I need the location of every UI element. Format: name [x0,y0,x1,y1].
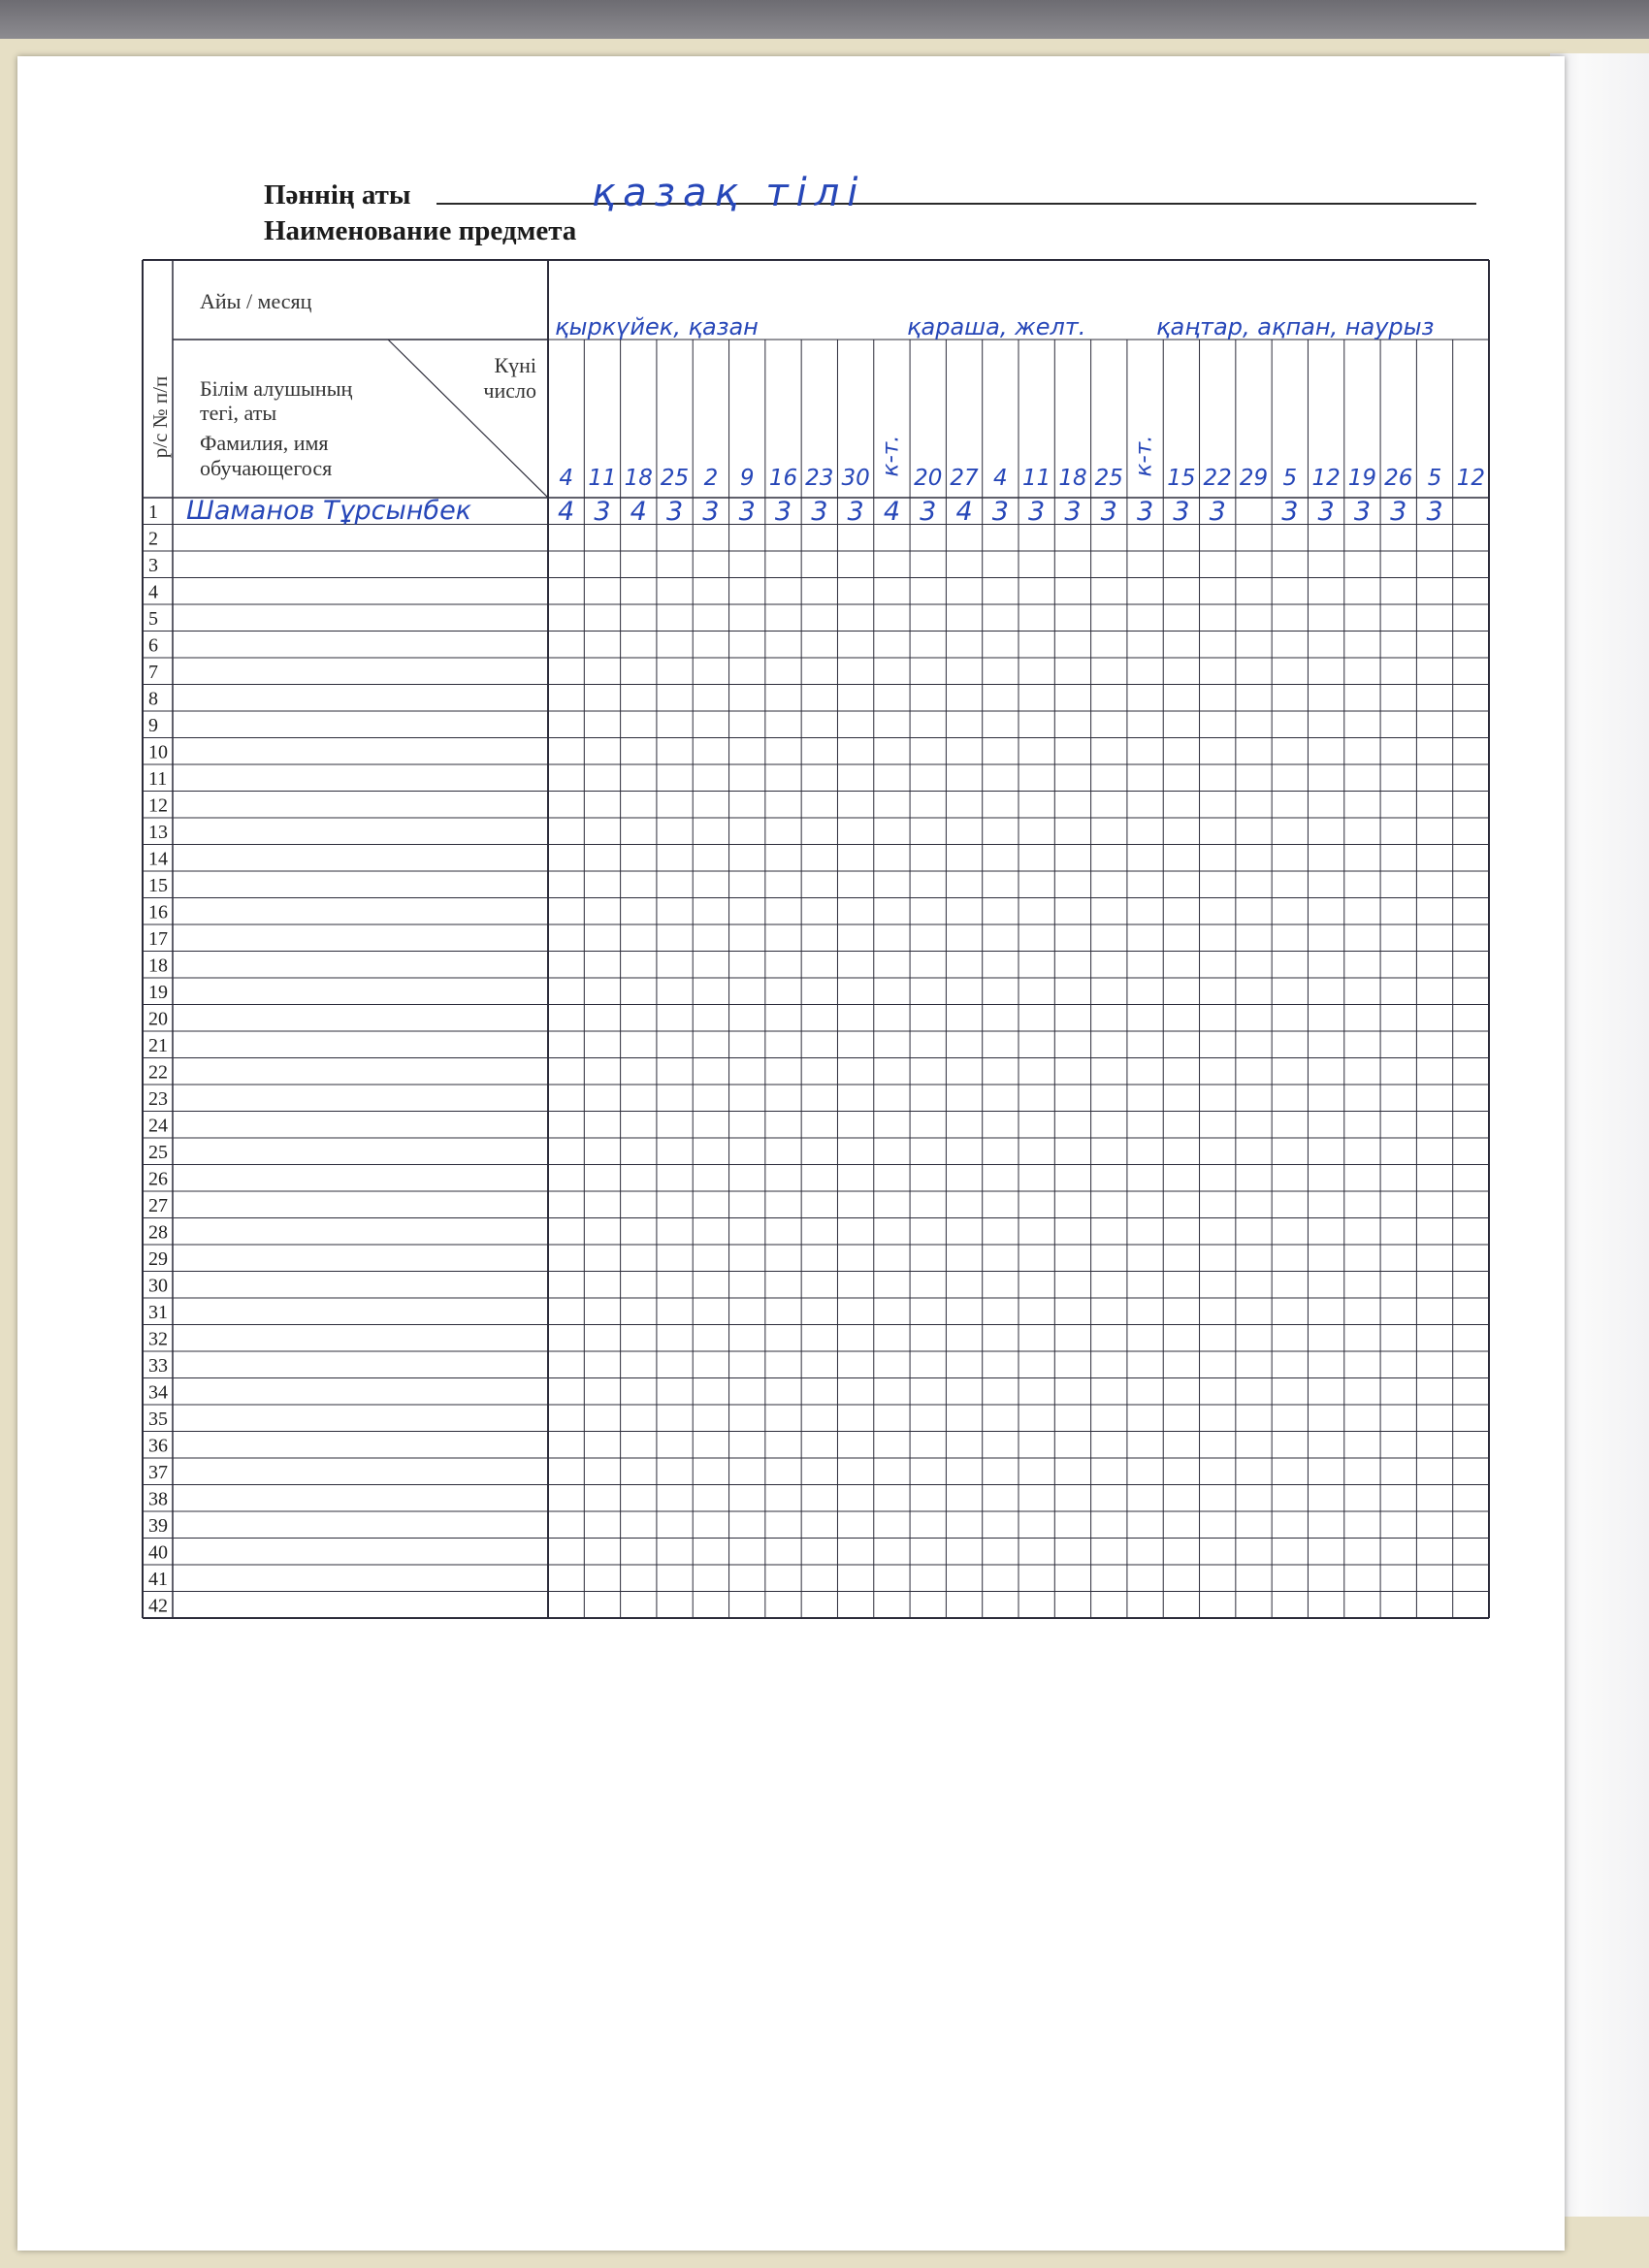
row-number: 23 [148,1088,168,1110]
row-number: 35 [148,1409,168,1430]
grade-mark: 3 [1426,497,1443,527]
grade-mark: 3 [738,497,756,527]
date-label: 29 [1239,466,1269,491]
date-label: 4 [993,466,1008,491]
row-number: 41 [148,1569,168,1590]
row-number: 4 [148,581,158,603]
row-number: 19 [148,982,168,1003]
grade-mark: 3 [1353,497,1372,527]
row-number: 15 [148,875,168,896]
grade-mark: 4 [630,497,647,527]
date-label: 16 [768,466,798,491]
student-label-ru-2: обучающегося [200,456,333,480]
row-number: 12 [148,794,168,817]
date-label: 11 [588,466,617,491]
date-label: 12 [1311,466,1341,491]
date-label: 26 [1384,466,1413,491]
row-number: 2 [148,528,158,550]
date-label: 25 [1094,466,1123,491]
grade-mark: 3 [594,497,611,527]
row-number: 8 [148,688,158,710]
date-label: 23 [805,466,834,491]
subject-label-ru: Наименование предмета [264,215,577,246]
row-number: 7 [148,662,158,683]
date-label: 18 [624,466,653,491]
row-number: 14 [148,848,168,870]
grade-mark: 3 [774,497,792,527]
grade-mark: 3 [847,497,864,527]
row-number: 20 [148,1008,168,1030]
date-label: 5 [1282,466,1298,491]
grade-mark: 3 [1028,497,1046,527]
subject-value: қазақ тілі [592,171,866,215]
row-number: 6 [148,634,158,657]
grade-mark: 3 [1100,497,1117,527]
row-number: 28 [148,1221,168,1244]
date-label: 20 [914,466,943,491]
row-number: 25 [148,1142,168,1163]
row-number: 40 [148,1541,168,1564]
row-number: 36 [148,1435,168,1457]
date-label: 25 [660,466,690,491]
row-number: 18 [148,955,168,977]
grade-mark: 3 [1390,497,1407,527]
months-group-3: қаңтар, ақпан, наурыз [1156,313,1435,340]
row-number: 30 [148,1275,168,1297]
grade-mark: 3 [1281,497,1299,527]
date-label: 27 [950,466,979,491]
grade-mark: 3 [1173,497,1190,527]
row-number: 29 [148,1248,168,1270]
months-group-1: қыркүйек, қазан [555,313,759,340]
date-label: 11 [1022,466,1051,491]
months-group-2: қараша, желт. [907,313,1086,340]
row-number: 32 [148,1328,168,1350]
table-header [148,289,1485,491]
grade-mark: 3 [1317,497,1335,527]
grade-mark: 4 [883,497,901,527]
student-label-kz-1: Білім алушының [200,376,353,401]
holiday-mark: к-т. [878,435,904,477]
date-label: 15 [1167,466,1196,491]
row-number: 42 [148,1595,168,1617]
row-number: 27 [148,1195,168,1216]
row-number: 38 [148,1488,168,1510]
row-number: 34 [148,1381,168,1404]
date-label: 22 [1203,466,1232,491]
grade-mark: 3 [1209,497,1226,527]
row-number: 10 [148,741,168,763]
date-label: 9 [739,466,755,491]
row-number: 11 [148,768,168,790]
row-number: 3 [148,555,158,576]
row-number: 26 [148,1168,168,1190]
row-number: 1 [148,502,158,523]
grade-mark: 4 [558,497,575,527]
date-label: 2 [703,466,719,491]
grade-mark: 3 [1136,497,1154,527]
row-number: 5 [148,608,158,630]
holiday-mark: к-т. [1131,435,1157,477]
student-label-ru-1: Фамилия, имя [200,431,329,455]
month-label: Айы / месяц [200,289,312,313]
grade-mark: 3 [1064,497,1082,527]
date-label: 4 [559,466,573,491]
date-label: 5 [1427,466,1442,491]
row-number: 17 [148,928,168,950]
row-number: 31 [148,1302,168,1323]
row-number: 16 [148,901,168,923]
subject-label-kz: Пәннің аты [264,179,411,211]
table-grid [143,260,1489,1618]
day-label-ru: число [483,378,536,403]
day-label-kz: Күні [494,353,536,377]
student-name: Шаманов Тұрсынбек [186,496,471,526]
table-body [148,496,1443,1617]
date-label: 19 [1347,466,1377,491]
row-number-header: р/с № п/п [148,375,172,459]
student-label-kz-2: тегі, аты [200,401,277,425]
grade-mark: 3 [991,497,1009,527]
row-number: 39 [148,1515,168,1537]
row-number: 24 [148,1115,168,1137]
grade-mark: 3 [702,497,720,527]
row-number: 33 [148,1355,168,1377]
row-number: 22 [148,1061,168,1084]
grade-mark: 4 [955,497,973,527]
date-label: 18 [1058,466,1087,491]
grade-mark: 3 [665,497,684,527]
row-number: 37 [148,1462,168,1483]
grade-mark: 3 [811,497,828,527]
row-number: 13 [148,822,168,843]
date-label: 12 [1456,466,1485,491]
date-label: 30 [841,466,870,491]
row-number: 9 [148,715,158,736]
row-number: 21 [148,1035,168,1056]
grade-mark: 3 [920,497,937,527]
